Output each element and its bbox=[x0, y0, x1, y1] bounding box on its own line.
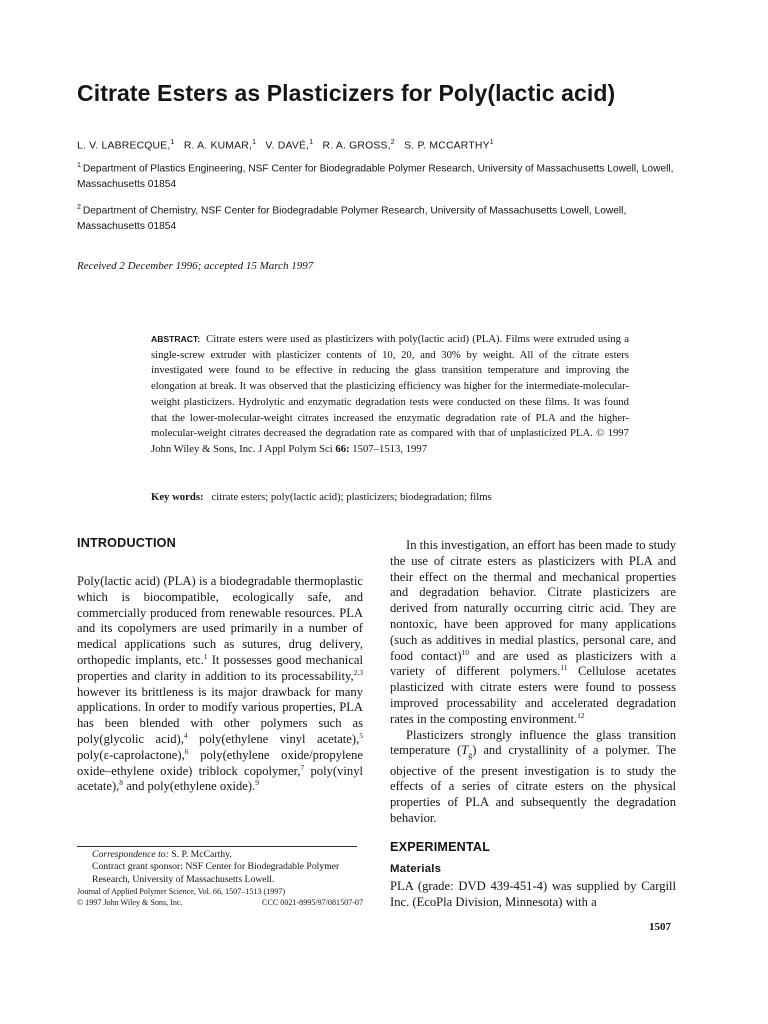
footnotes bbox=[77, 849, 363, 908]
citation: 1 bbox=[203, 651, 208, 661]
author-name: R. A. GROSS, bbox=[322, 140, 391, 152]
citation: 7 bbox=[300, 762, 305, 772]
affiliation-marker: 1 bbox=[309, 139, 314, 146]
abstract-text: Citrate esters were used as plasticizers with poly(lactic acid) (PLA). Films were extruded using a single-screw extruder with plasticizer contents of 10, 20, and 30% by weight. All of the citrate esters investigated were found to be effective in reducing the glass transition temperature and improving the elongation at break. It was observed that the plasticizing efficiency was higher for the intermediate-molecular-weight plasticizers. Hydrolytic and enzymatic degradation tests were conducted on these films. It was found that the lower-molecular-weight citrates increased the enzymatic degradation rate of PLA and the higher-molecular-weight citrates decreased the degradation rate as compared with that of unplasticized PLA. © 1997 John Wiley & Sons, Inc. J Appl Polym Sci bbox=[151, 333, 629, 455]
abstract bbox=[151, 332, 629, 458]
affiliation-text: Department of Chemistry, NSF Center for Biodegradable Polymer Research, University of Massachusetts Lowell, Lowell, Massachusetts 01854 bbox=[77, 205, 627, 233]
citation: 11 bbox=[560, 663, 568, 673]
affiliation-marker: 1 bbox=[489, 139, 494, 146]
sponsor-note: Contract grant sponsor: NSF Center for Biodegradable Polymer Research, University of Massachusetts Lowell. bbox=[92, 861, 340, 885]
materials-text: PLA (grade: DVD 439-451-4) was supplied by Cargill Inc. (EcoPla Division, Minnesota) with a bbox=[390, 879, 676, 909]
citation: 6 bbox=[184, 746, 189, 756]
intro-paragraph-2: In this investigation, an effort has been made to study the use of citrate esters as plasticizers with PLA and their effect on the thermal and mechanical properties and degradation behavior. Citrate plasticizers are derived from naturally occurring citric acid. They are nontoxic, have been approved for many applications (such as additives in medial plastics, personal care, and food contact)$^{10}$ and are used as plasticizers with a variety of different polymers.$^{11}$ Cellulose acetates plasticized with citrate esters were found to possess improved processability and accelerated degradation rates in the composting environment.$^{12}$ bbox=[390, 538, 676, 726]
keywords bbox=[151, 489, 629, 505]
copyright-text: © 1997 John Wiley & Sons, Inc. bbox=[77, 898, 183, 908]
received-dates: Received 2 December 1996; accepted 15 March 1997 bbox=[77, 260, 314, 272]
intro-paragraph-1: Poly(lactic acid) (PLA) is a biodegradable thermoplastic which is biocompatible, ecologically safe, and commercially produced from renewable resources. PLA and its copolymers are used primarily in a number of medical applications such as sutures, drug delivery, orthopedic implants, etc.$^1$ It possesses good mechanical properties and clarity in addition to its processability,$^{2,3}$ however its brittleness is its major drawback for many applications. In order to modify various properties, PLA has been blended with other polymers such as poly(glycolic acid),$^4$ poly(ethylene vinyl acetate),$^5$ poly(ε-caprolactone),$^6$ poly(ethylene oxide/propylene oxide–ethylene oxide) triblock copolymer,$^7$ poly(vinyl acetate),$^8$ and poly(ethylene oxide).$^9$ bbox=[77, 574, 363, 794]
right-column bbox=[390, 538, 676, 827]
citation: 9 bbox=[255, 778, 259, 788]
citation: 5 bbox=[359, 730, 363, 740]
footnote-divider bbox=[77, 846, 357, 847]
author-name: L. V. LABRECQUE, bbox=[77, 140, 171, 152]
affiliation-2 bbox=[77, 200, 677, 235]
abstract-pages: 1507–1513, 1997 bbox=[349, 442, 428, 455]
abstract-label: ABSTRACT: bbox=[151, 334, 201, 344]
affiliation-number: 2 bbox=[77, 204, 81, 211]
paper-title: Citrate Esters as Plasticizers for Poly(lactic acid) bbox=[77, 80, 616, 106]
keywords-label: Key words: bbox=[151, 491, 204, 503]
journal-citation: Journal of Applied Polymer Science, Vol. 66, 1507–1513 (1997) bbox=[77, 887, 286, 897]
correspondence-note: Correspondence to: S. P. McCarthy. bbox=[92, 849, 232, 860]
abstract-volume: 66: bbox=[335, 442, 350, 455]
affiliation-marker: 2 bbox=[390, 139, 395, 146]
citation: 8 bbox=[119, 778, 124, 788]
citation: 4 bbox=[183, 730, 188, 740]
page-number: 1507 bbox=[649, 921, 671, 933]
citation: 12 bbox=[577, 710, 585, 720]
citation: 2,3 bbox=[353, 667, 363, 677]
author-name: S. P. MCCARTHY bbox=[404, 140, 490, 152]
copyright-line bbox=[77, 897, 363, 908]
introduction-heading: INTRODUCTION bbox=[77, 536, 176, 550]
author-name: V. DAVÉ, bbox=[265, 140, 310, 152]
author-name: R. A. KUMAR, bbox=[183, 140, 253, 152]
keywords-text: citrate esters; poly(lactic acid); plasticizers; biodegradation; films bbox=[211, 491, 492, 503]
affiliation-1 bbox=[77, 158, 677, 193]
materials-subheading: Materials bbox=[390, 863, 442, 875]
affiliation-number: 1 bbox=[77, 162, 81, 169]
author-list bbox=[77, 136, 717, 153]
citation: 10 bbox=[461, 647, 470, 657]
affiliation-text: Department of Plastics Engineering, NSF Center for Biodegradable Polymer Research, University of Massachusetts Lowell, Lowell, Massachusetts 01854 bbox=[77, 163, 674, 191]
affiliation-marker: 1 bbox=[170, 139, 175, 146]
left-column bbox=[77, 574, 363, 795]
experimental-heading: EXPERIMENTAL bbox=[390, 840, 491, 854]
intro-paragraph-3: Plasticizers strongly influence the glass transition temperature $(T_g)$ and crystallinity of a polymer. The objective of the present investigation is to study the effects of a series of citrate esters on the physical properties of PLA and subsequently the degradation behavior. bbox=[390, 727, 677, 826]
ccc-code: CCC 0021-8995/97/081507-07 bbox=[262, 898, 363, 908]
affiliation-marker: 1 bbox=[252, 139, 257, 146]
